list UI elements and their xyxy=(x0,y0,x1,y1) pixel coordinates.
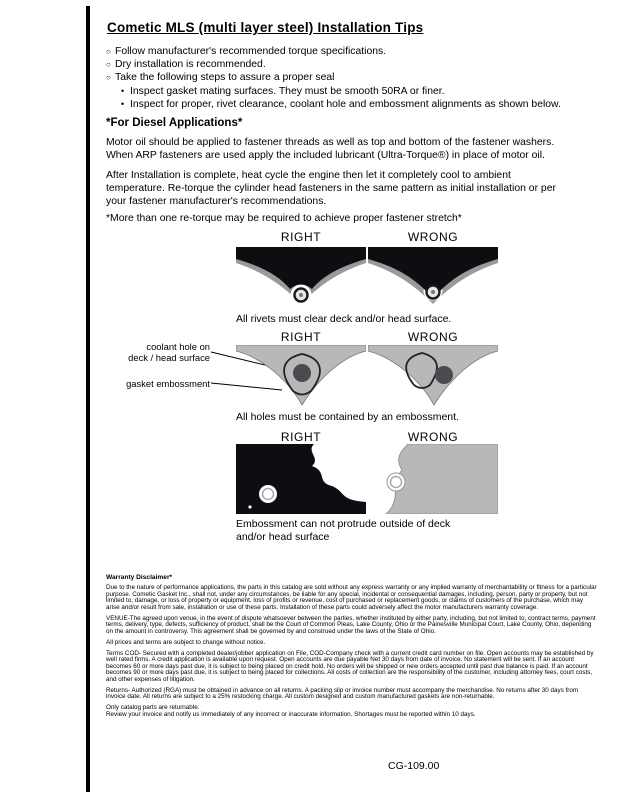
page-number: CG-109.00 xyxy=(388,760,440,772)
warranty-paragraph: Terms COD- Secured with a completed dealer/jobber application on File, COD-Company check with a current credit card number on file. Open accounts may be established by well rated firms. A credit application is available upon request. Open accounts are due payable Net 30 days from date of invoice. No statement will be sent. If an account becomes 60 or more days past due, it is subject to being placed on credit hold. No orders will be shipped or new orders accepted until past due balance is paid. If an account becomes 90 or more days past due, it is subject to being placed for collections. All costs of collection are the responsibility of the customer, including attorney fees, court costs, and other expenses of litigation. xyxy=(106,649,594,683)
row1-caption: All rivets must clear deck and/or head surface. xyxy=(236,313,452,325)
retorque-note: *More than one re-torque may be required to achieve proper fastener stretch* xyxy=(106,213,462,224)
page-title: Cometic MLS (multi layer steel) Installation Tips xyxy=(107,20,424,35)
rivet-clearance-right-diagram xyxy=(236,247,366,309)
diesel-paragraph-2: After Installation is complete, heat cycle the engine then let it completely cool to ambient temperature. Re-torque the cylinder head fasteners in the same pattern as initial installation or per your fastener manufacturer's recommendations. xyxy=(106,170,556,207)
diesel-applications-heading: *For Diesel Applications* xyxy=(106,117,243,129)
right-label-row2: RIGHT xyxy=(280,330,322,344)
circle-bullet-icon: ○ xyxy=(106,73,111,83)
wrong-label-row1: WRONG xyxy=(407,230,459,244)
coolant-hole-right-diagram xyxy=(236,345,366,407)
row3-caption: Embossment can not protrude outside of deck and/or head surface xyxy=(236,518,451,543)
warranty-disclaimer xyxy=(106,574,598,723)
warranty-paragraph: Returns- Authorized (RGA) must be obtained in advance on all returns. A packing slip or invoice number must accompany the merchandise. No returns after 30 days from invoice date. All returns are subject to a 25% restocking charge. All custom designed and custom manufactured gaskets are non-returnable. xyxy=(106,686,579,700)
tip-text: Inspect for proper, rivet clearance, coolant hole and embossment alignments as shown below. xyxy=(130,98,561,110)
embossment-wrong-diagram xyxy=(368,444,498,514)
warranty-paragraph: Due to the nature of performance applications, the parts in this catalog are sold without any express warranty or any implied warranty of merchantability or fitness for a particular purpose. Cometic Gasket Inc., shall not, under any circumstances, be liable for any special, incidental or consequential damages, including, person, party or property, but not limited to, damage, or loss of property or equipment, loss of profits or revenue, cost of purchased or replacement goods, or claims of customers of the purchase, which may arise and/or result from sale, installation or use of these parts. Installation of these parts could adversely affect the motor manufacturers warranty coverage. xyxy=(106,584,597,611)
warranty-paragraph: Only catalog parts are returnable. xyxy=(106,704,200,711)
warranty-paragraph: VENUE-The agreed upon venue, in the event of dispute whatsoever between the parties, whether instituted by either party, including, but not limited to, contract terms, payment terms, delivery, type, defects, sufficiency of product, shall be the Court of Common Pleas, Lake County, Ohio or the Painesville Municipal Court, Lake County, Ohio, depending on the amount in controversy. This agreement shall be governed by and construed under the laws of the State of Ohio. xyxy=(106,614,596,635)
wrong-label-row3: WRONG xyxy=(407,430,459,444)
dot-bullet-icon: • xyxy=(121,85,125,96)
right-label-row1: RIGHT xyxy=(280,230,322,244)
list-item xyxy=(106,58,602,71)
dot-bullet-icon: • xyxy=(121,98,125,109)
left-border-rule xyxy=(86,6,90,792)
list-item xyxy=(106,71,602,84)
warranty-paragraph: Review your invoice and notify us immediately of any incorrect or inaccurate information. Shortages must be reported within 10 days. xyxy=(106,711,476,718)
tip-text: Take the following steps to assure a proper seal xyxy=(115,72,335,84)
warranty-heading: Warranty Disclaimer* xyxy=(106,574,173,581)
rivet-clearance-wrong-diagram xyxy=(368,247,498,309)
warranty-paragraph: All prices and terms are subject to change without notice. xyxy=(106,638,266,646)
circle-bullet-icon: ○ xyxy=(106,47,111,56)
wrong-label-row2: WRONG xyxy=(407,330,459,344)
tip-text: Inspect gasket mating surfaces. They must be smooth 50RA or finer. xyxy=(130,85,445,97)
list-item xyxy=(106,45,602,58)
coolant-hole-wrong-diagram xyxy=(368,345,498,407)
coolant-hole-label: coolant hole on deck / head surface xyxy=(128,341,210,363)
list-item xyxy=(121,98,602,111)
tip-text: Follow manufacturer's recommended torque specifications. xyxy=(115,46,387,57)
embossment-right-diagram xyxy=(236,444,366,514)
diesel-paragraph-1: Motor oil should be applied to fastener threads as well as top and bottom of the fastener washers. When ARP fasteners are used apply the included lubricant (Ultra-Torque®) in place of motor oil. xyxy=(106,137,555,161)
right-label-row3: RIGHT xyxy=(280,430,322,444)
gasket-embossment-label: gasket embossment xyxy=(126,378,210,389)
installation-tips-list xyxy=(106,45,602,111)
circle-bullet-icon: ○ xyxy=(106,60,111,70)
row2-caption: All holes must be contained by an embossment. xyxy=(236,411,459,423)
tip-text: Dry installation is recommended. xyxy=(115,59,266,71)
list-item xyxy=(121,85,602,98)
